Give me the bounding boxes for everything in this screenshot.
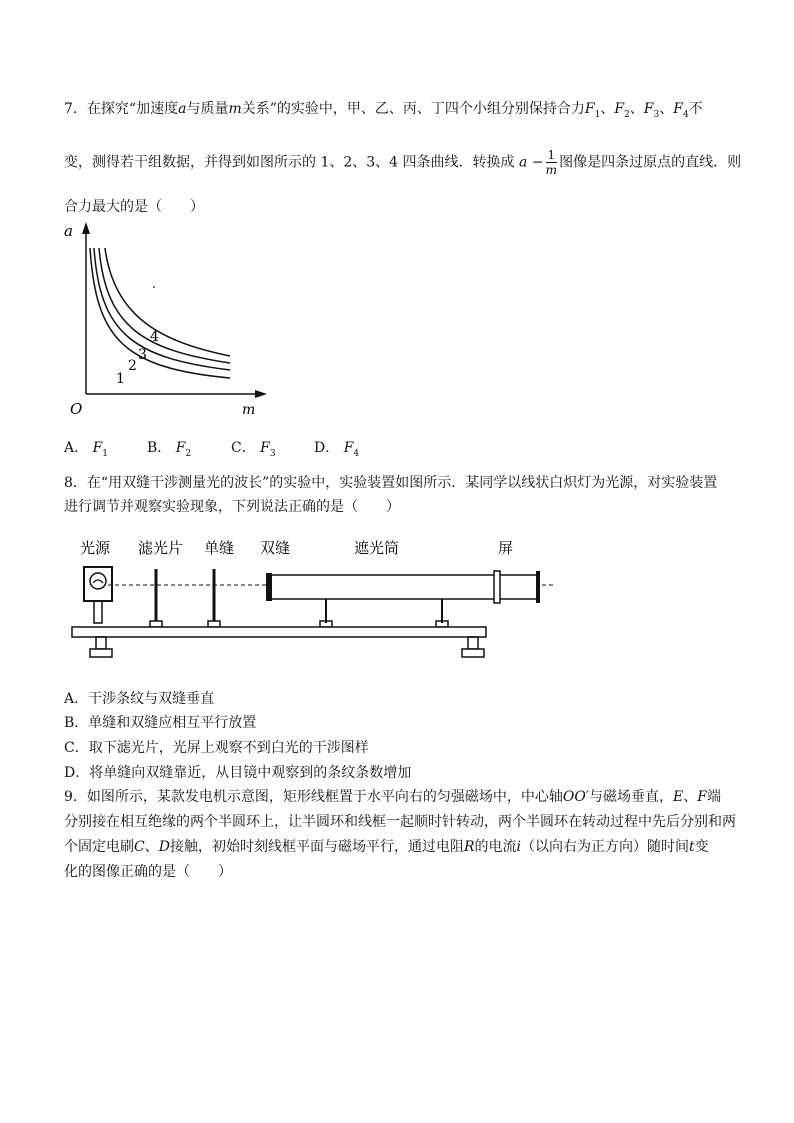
- label-double-slit: 双缝: [260, 539, 291, 557]
- q9-line-1: 9．如图所示，某款发电机示意图，矩形线框置于水平向右的匀强磁场中，中心轴OO′与磁场垂直，E、F端: [64, 789, 721, 805]
- label-screen: 屏: [498, 539, 514, 557]
- q7-line-2: 变，测得若干组数据，并得到如图所示的 1、2、3、4 四条曲线．转换成 a − $\frac{1}{m}$ 图像是四条过原点的直线．则: [64, 148, 742, 177]
- screen: [536, 571, 540, 603]
- q9-line-2: 分别接在相互绝缘的两个半圆环上，让半圆环和线框一起顺时针转动，两个半圆环在转动过程中先后分别和两: [64, 814, 736, 830]
- a-m-graph: [62, 218, 272, 423]
- curve-4: [105, 248, 230, 356]
- q7-option-a[interactable]: A． $F_1$: [64, 440, 109, 459]
- curve-label-4: 4: [150, 329, 159, 345]
- q8-option-a[interactable]: A．干涉条纹与双缝垂直: [64, 691, 215, 707]
- q8-option-c[interactable]: C．取下滤光片，光屏上观察不到白光的干涉图样: [64, 740, 369, 756]
- q7-line-1: 7．在探究“加速度a与质量m关系”的实验中，甲、乙、丙、丁四个小组分别保持合力$F_1$、$F_2$、$F_3$、$F_4$不: [64, 101, 703, 120]
- q7-option-d[interactable]: D． $F_4$: [314, 440, 360, 459]
- double-slit-apparatus: [64, 533, 564, 669]
- x-axis-label: m: [242, 402, 256, 418]
- curve-label-1: 1: [116, 371, 125, 387]
- light-source-box: [84, 567, 112, 601]
- label-hood: 遮光筒: [354, 539, 400, 557]
- fraction-1-over-m: $\frac{1}{m}$: [545, 148, 558, 177]
- q8-option-d[interactable]: D．将单缝向双缝靠近，从目镜中观察到的条纹条数增加: [64, 765, 412, 781]
- q9-line-4: 化的图像正确的是（ ）: [64, 864, 232, 880]
- curve-label-3: 3: [138, 347, 147, 363]
- q9-line-3: 个固定电刷C、D接触，初始时刻线框平面与磁场平行，通过电阻R的电流i（以向右为正方向）随时间t变: [64, 839, 709, 855]
- double-slit: [266, 573, 272, 601]
- x-axis-arrow-icon: [255, 390, 267, 398]
- label-single-slit: 单缝: [204, 539, 235, 557]
- stray-dot: [153, 286, 155, 288]
- q7-line-3: 合力最大的是（ ）: [64, 199, 204, 215]
- q7-option-c[interactable]: C． $F_3$: [231, 440, 276, 459]
- q8-option-b[interactable]: B．单缝和双缝应相互平行放置: [64, 715, 257, 731]
- q7-option-b[interactable]: B． $F_2$: [147, 440, 192, 459]
- origin-label: O: [70, 400, 83, 418]
- curve-label-2: 2: [128, 358, 137, 374]
- optical-bench: [72, 627, 486, 637]
- curve-1: [90, 248, 230, 378]
- label-light-source: 光源: [80, 539, 111, 557]
- q8-line-1: 8．在“用双缝干涉测量光的波长”的实验中，实验装置如图所示．某同学以线状白炽灯为光源，对实验装置: [64, 475, 718, 491]
- curve-3: [99, 248, 230, 363]
- y-axis-arrow-icon: [82, 222, 90, 234]
- q8-line-2: 进行调节并观察实验现象，下列说法正确的是（ ）: [64, 499, 400, 515]
- y-axis-label: a: [64, 222, 73, 240]
- label-filter: 滤光片: [138, 539, 184, 557]
